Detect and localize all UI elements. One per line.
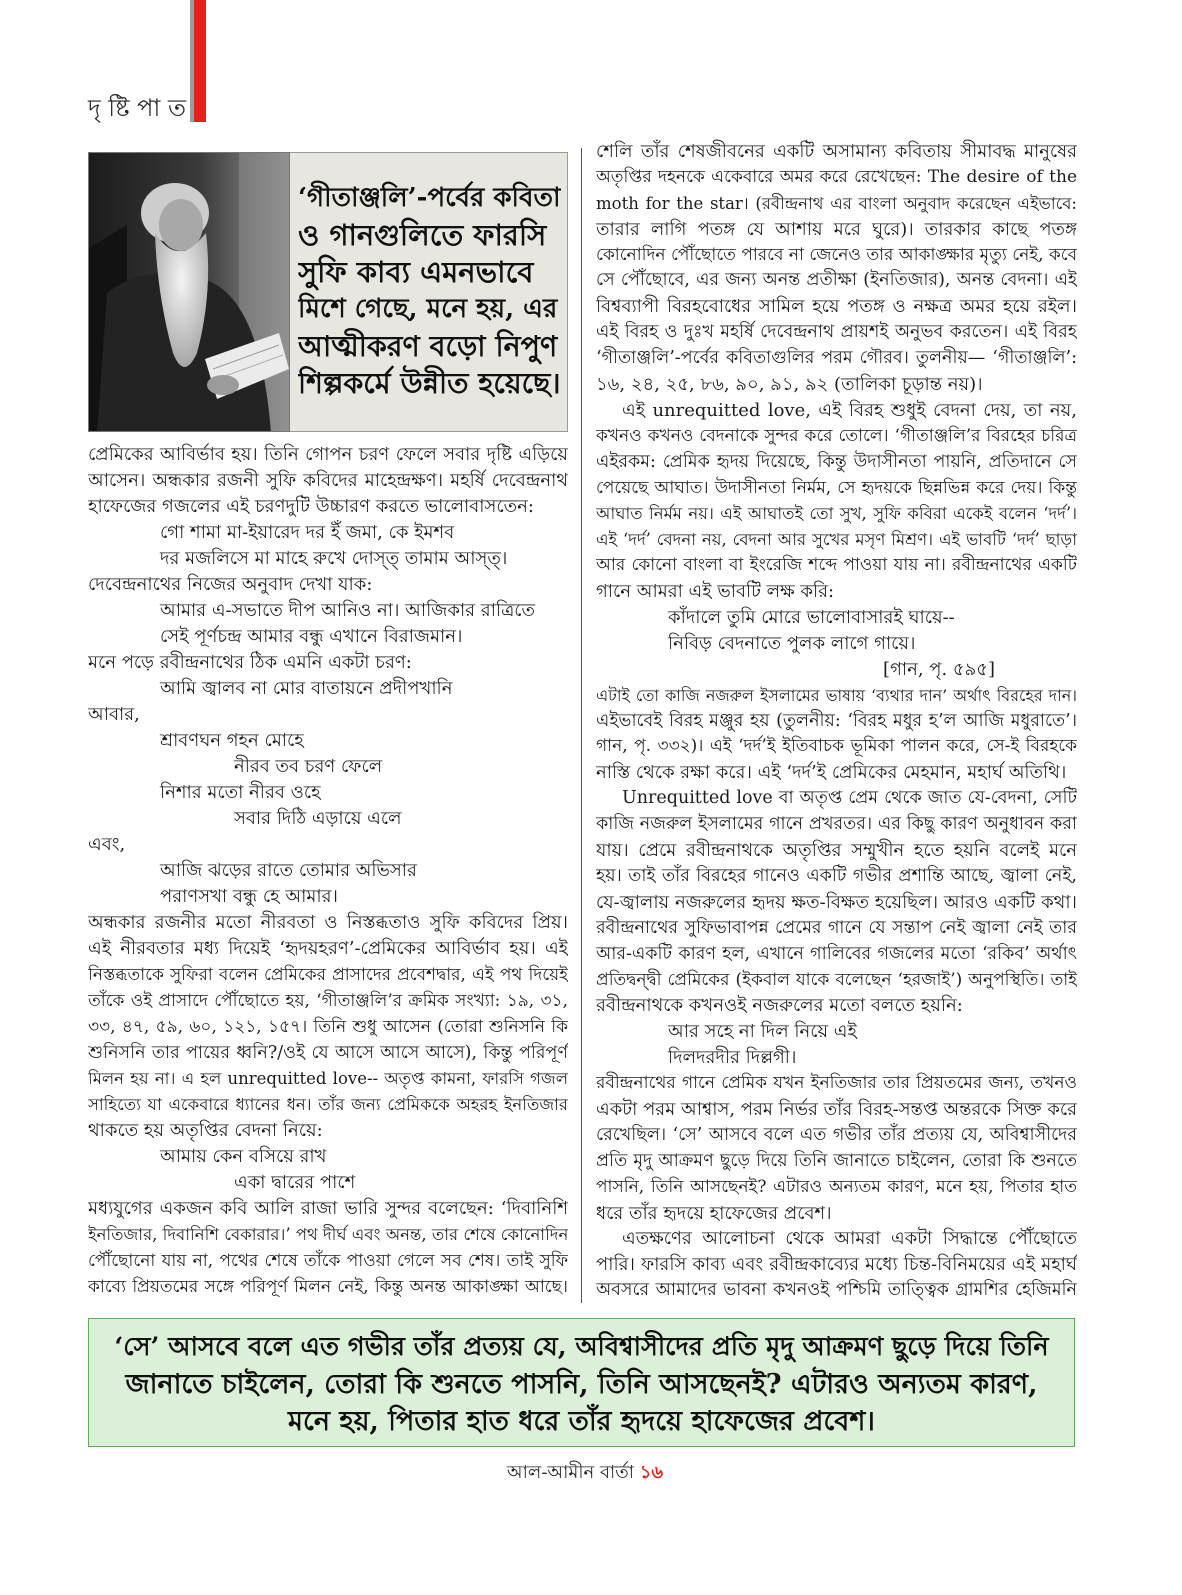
body-line: মিলন হয় না। এ হল unrequitted love-- অতৃপ্ত কামনা, ফারসি গজল [88, 1069, 568, 1088]
publication-name: আল-আমীন বার্তা [506, 1462, 634, 1483]
body-line: একটা পরম আশ্বাস, পরম নির্ভর তাঁর বিরহ-সন্তপ্ত অন্তরকে সিক্ত করে [596, 1098, 1077, 1120]
verse [88, 858, 568, 910]
body-line: ধরে তাঁর হৃদয়ে হাফেজের প্রবেশ। [596, 1202, 832, 1224]
body-line: শুনিসনি তার পায়ের ধ্বনি?/ওই যে আসে আসে আসে), কিন্তু পরিপূর্ণ [88, 1043, 568, 1063]
pull-quote-line: মিশে গেছে, মনে হয়, এর [298, 294, 558, 324]
body-line: রবীন্দ্রনাথকে কখনওই নজরুলের মতো বলতে হয়নি: [596, 995, 963, 1017]
paragraph [88, 442, 568, 520]
highlight-quote-line: জানাতে চাইলেন, তোরা কি শুনতে পাসনি, তিনি আসছেনই? এটারও অন্যতম কারণ, [125, 1369, 1038, 1400]
body-line: গান, পৃ. ৩৩২)। এই ‘দর্দ’ই ইতিবাচক ভূমিকা পালন করে, সে-ই বিরহকে [596, 736, 1077, 757]
body-line: মনে পড়ে রবীন্দ্রনাথের ঠিক এমনি একটা চরণ: [88, 652, 412, 673]
body-line: এতক্ষণের আলোচনা থেকে আমরা একটা সিদ্ধান্তে পৌঁছোতে [622, 1228, 1077, 1250]
body-line: হয়। তাই তাঁর বিরহের গানেও একটি গভীর প্রশান্তি আছে, জ্বালা নেই, [596, 865, 1077, 886]
body-line: ৩৩, ৪৭, ৫৯, ৬০, ১২১, ১৫৭। তিনি শুধু আসেন (তোরা শুনিসনি কি [88, 1017, 568, 1037]
body-line: অতৃপ্তির দহনকে একেবারে অমর করে রেখেছেন: The desire of the [596, 166, 1077, 187]
body-line: রেখেছিল। ‘সে’ আসবে বলে এত গভীর তাঁর প্রত্যয় যে, অবিশ্বাসীদের [596, 1124, 1077, 1145]
pull-quote-line: ‘গীতাঞ্জলি’-পর্বের কবিতা [298, 183, 561, 213]
body-line: যায়। প্রেমে রবীন্দ্রনাথকে অতৃপ্তির সম্মুখীন হতে হয়নি বলেই মনে [596, 840, 1077, 862]
highlight-quote-line: মনে হয়, পিতার হাত ধরে তাঁর হৃদয়ে হাফেজের প্রবেশ। [288, 1406, 875, 1437]
left-column [88, 442, 568, 1300]
pull-quote-line: আত্মীকরণ বড়ো নিপুণ [298, 329, 558, 363]
body-line: প্রতিদ্বন্দ্বী প্রেমিকের (ইকবাল যাকে বলেছেন ‘হরজাই’) অনুপস্থিতি। তাই [596, 969, 1077, 990]
body-line: ১৬, ২৪, ২৫, ৮৬, ৯০, ৯১, ৯২ (তালিকা চূড়ান্ত নয়)। [596, 374, 983, 396]
body-line: আসেন। অন্ধকার রজনী সুফি কবিদের মাহেন্দ্রক্ষণ। মহর্ষি দেবেন্দ্রনাথ [88, 470, 568, 491]
section-accent-bar [194, 0, 206, 122]
page-number: ১৬ [639, 1462, 664, 1483]
verse-line: নিবিড় বেদনাতে পুলক লাগে গায়ে। [668, 632, 916, 654]
body-line: দেবেন্দ্রনাথের নিজের অনুবাদ দেখা যাক: [88, 574, 373, 595]
verse-line: পরাণসখা বন্ধু হে আমার। [160, 886, 338, 907]
body-line: হাফেজের গজলের এই চরণদুটি উচ্চারণ করতে ভালোবাসতেন: [88, 496, 534, 517]
body-line: moth for the star। (রবীন্দ্রনাথ এর বাংলা অনুবাদ করেছেন এইভাবে: [596, 193, 1077, 213]
paragraph [88, 1196, 568, 1300]
body-line: এটাই তো কাজি নজরুল ইসলামের ভাষায় ‘ব্যথার দান’ অর্থাৎ বিরহের দান। [596, 685, 1077, 705]
verse-line: দর মজলিসে মা মাহে রুখে দোস্‌ত্ তামাম আস্ত্। [160, 548, 508, 569]
paragraph [596, 398, 1077, 605]
body-line: আবার, [88, 704, 140, 725]
citation: [গান, পৃ. ৫৯৫] [883, 658, 995, 680]
verse [596, 1019, 1077, 1071]
verse-line: একা দ্বারের পাশে [234, 1172, 356, 1193]
body-line: এই বিরহ ও দুঃখ মহর্ষি দেবেন্দ্রনাথ প্রায়শই অনুভব করতেন। এই বিরহ [596, 322, 1077, 343]
verse [88, 520, 568, 572]
body-line: শেলি তাঁর শেষজীবনের একটি অসামান্য কবিতায় সীমাবদ্ধ মানুষের [596, 141, 1077, 162]
body-line: বিশ্বব্যাপী বিরহবোধের সামিল হয়ে পতঙ্গ ও নক্ষত্র অমর হয়ে রইল। [596, 296, 1077, 318]
body-line: আর-একটি কারণ হল, এখানে গালিবের গজলের মতো ‘রকিব’ অর্থাৎ [596, 943, 1077, 964]
body-line: Unrequitted love বা অতৃপ্ত প্রেম থেকে জাত যে-বেদনা, সেটি [622, 788, 1077, 809]
body-line: কখনও কখনও বেদনাকে সুন্দর করে তোলে। ‘গীতাঞ্জলি’র বিরহের চরিত্র [596, 425, 1077, 446]
body-line: রবীন্দ্রনাথের গানে প্রেমিক যখন ইনতিজার তার প্রিয়তমের জন্য, তখনও [596, 1073, 1077, 1094]
highlight-quote-box [88, 1318, 1075, 1447]
body-line: প্রেমিকের আবির্ভাব হয়। তিনি গোপন চরণ ফেলে সবার দৃষ্টি এড়িয়ে [88, 444, 568, 465]
verse [88, 728, 568, 832]
body-line: অন্ধকার রজনীর মতো নীরবতা ও নিস্তব্ধতাও সুফি কবিদের প্রিয়। [88, 912, 568, 933]
paragraph [596, 1071, 1077, 1226]
body-line: অবসরে আমাদের ভাবনা কখনওই পশ্চিমি তাত্ত্বিক গ্রামশির হেজিমনি [596, 1280, 1077, 1301]
body-line: পেয়েছে আঘাত। উদাসীনতা নির্মম, সে হৃদয়কে ছিন্নভিন্ন করে দেয়। কিন্তু [596, 477, 1077, 498]
body-line: থাকতে হয় অতৃপ্তির বেদনা নিয়ে: [88, 1120, 323, 1141]
verse-line: আমার এ-সভাতে দীপ আনিও না। আজিকার রাত্রিতে [160, 600, 536, 621]
verse-line: দিলদরদীর দিল্লগী। [668, 1047, 797, 1069]
body-line: রবীন্দ্রনাথের সুফিভাবাপন্ন প্রেমের গানে যে সন্তাপ নেই জ্বালা নেই তার [596, 917, 1077, 938]
section-label: দৃ ষ্টি পা ত [88, 94, 187, 122]
highlight-quote-line: ‘সে’ আসবে বলে এত গভীর তাঁর প্রত্যয় যে, অবিশ্বাসীদের প্রতি মৃদু আক্রমণ ছুড়ে দিয়ে তিনি [114, 1332, 1049, 1362]
body-line: কাব্যে প্রিয়তমের সঙ্গে পরিপূর্ণ মিলন নেই, কিন্তু অনন্ত আকাঙ্ক্ষা আছে। [88, 1277, 568, 1297]
body-line: কোনোদিন পৌঁছোতে পারবে না জেনেও তার আকাঙ্ক্ষার মৃত্যু নেই, কবে [596, 244, 1077, 265]
verse-line: সবার দিঠি এড়ায়ে এলে [234, 808, 402, 829]
pull-quote-line: সুফি কাব্য এমনভাবে [298, 255, 534, 289]
body-line: মধ্যযুগের একজন কবি আলি রাজা ভারি সুন্দর বলেছেন: ‘দিবানিশি [88, 1198, 568, 1219]
paragraph [596, 139, 1077, 398]
verse-line: আমায় কেন বসিয়ে রাখ [160, 1146, 327, 1167]
body-line: ‘গীতাঞ্জলি’-পর্বের কবিতাগুলির পরম গৌরব। তুলনীয়— ‘গীতাঞ্জলি’: [596, 348, 1077, 369]
verse-line: শ্রাবণঘন গহন মোহে [160, 730, 304, 751]
paragraph [596, 683, 1077, 787]
paragraph [88, 910, 568, 1144]
column-divider [581, 148, 582, 1303]
right-column [596, 139, 1077, 1304]
body-line: পারি। ফারসি কাব্য এবং রবীন্দ্রকাব্যের মধ্যে চিন্ত-বিনিময়ের এই মহার্ঘ [596, 1254, 1077, 1276]
body-line: তারার লাগি পতঙ্গ যে আশায় মরে ঘুরে)। তারকার কাছে পতঙ্গ [596, 218, 1077, 240]
portrait-photo [88, 152, 290, 432]
body-line: আর কোনো বাংলা বা ইংরেজি শব্দে পাওয়া যায় না। রবীন্দ্রনাথের একটি [596, 555, 1077, 576]
body-line: তাঁকে ওই প্রাসাদে পৌঁছোতে হয়, ‘গীতাঞ্জলি’র ক্রমিক সংখ্যা: ১৯, ৩১, [88, 991, 568, 1011]
verse-line: কাঁদালে তুমি মোরে ভালোবাসারই ঘায়ে-- [668, 607, 955, 629]
body-line: ইনতিজার, দিবানিশি বেকারার।’ পথ দীর্ঘ এবং অনন্ত, তার শেষে কোনোদিন [88, 1225, 568, 1244]
body-line: এই unrequitted love, এই বিরহ শুধুই বেদনা দেয়, তা নয়, [622, 399, 1077, 421]
verse-line: আজি ঝড়ের রাতে তোমার অভিসার [160, 860, 417, 881]
verse-line: নিশার মতো নীরব ওহে [160, 782, 321, 803]
pull-quote-line: শিল্পকর্মে উন্নীত হয়েছে। [298, 366, 561, 400]
verse-line: সেই পূর্ণচন্দ্র আমার বন্ধু এখানে বিরাজমান। [160, 626, 463, 647]
verse-line: আর সহে না দিল নিয়ে এই [668, 1021, 857, 1043]
body-line: নাস্তি থেকে রক্ষা করে। এই ‘দর্দ’ই প্রেমিকের মেহমান, মহার্ঘ অতিথি। [596, 762, 1067, 784]
body-line: আঘাত নির্মম নয়। এই আঘাতই তো সুখ, সুফি কবিরা একেই বলেন ‘দর্দ’। [596, 504, 1077, 524]
body-line: সাহিত্যে যা একেবারে ধ্যানের ধন। তাঁর জন্য প্রেমিককে অহরহ ইনতিজার [88, 1095, 568, 1114]
verse [596, 605, 1077, 683]
body-line: পাসনি, তিনি আসছেনই? এটারও অন্যতম কারণ, মনে হয়, পিতার হাত [596, 1176, 1077, 1197]
body-line: কাজি নজরুল ইসলামের গানে প্রখরতর। এর কিছু কারণ অনুধাবন করা [596, 814, 1077, 835]
body-line: যে-জ্বালায় নজরুলের হৃদয় ক্ষত-বিক্ষত হয়েছিল। আরও একটি কথা। [596, 891, 1077, 913]
pull-quote-line: ও গানগুলিতে ফারসি [298, 218, 547, 252]
body-line: পৌঁছোনো যায় না, পথের শেষে তাঁকে পাওয়া গেলে সব শেষ। তাই সুফি [88, 1251, 568, 1271]
verse-line: নীরব তব চরণ ফেলে [234, 756, 383, 777]
body-line: এইভাবেই বিরহ মঞ্জুর হয় (তুলনীয়: ‘বিরহ মধুর হ’ল আজি মধুরাতে’। [596, 710, 1077, 731]
page-footer [470, 1460, 700, 1486]
paragraph [596, 786, 1077, 1019]
body-line: নিস্তব্ধতাকে সুফিরা বলেন প্রেমিকের প্রাসাদের প্রবেশদ্বার, এই পথ দিয়েই [88, 965, 568, 985]
body-line: প্রতি মৃদু আক্রমণ ছুড়ে দিয়ে তিনি জানাতে চাইলেন, তোরা কি শুনতে [596, 1150, 1077, 1171]
body-line: এবং, [88, 834, 126, 855]
pull-quote [290, 152, 568, 432]
verse-line: আমি জ্বালব না মোর বাতায়নে প্রদীপখানি [160, 678, 453, 699]
body-line: এইরকম: প্রেমিক হৃদয় দিয়েছে, কিন্তু উদাসীনতা পায়নি, প্রতিদানে সে [596, 451, 1077, 472]
verse [88, 1144, 568, 1196]
body-line: এই ‘দর্দ’ বেদনা নয়, বেদনা আর সুখের মসৃণ মিশ্রণ। এই ভাবটি ‘দর্দ’ ছাড়া [596, 530, 1077, 550]
body-line: গানে আমরা এই ভাবটি লক্ষ করি: [596, 581, 835, 603]
body-line: এই নীরবতার মধ্য দিয়েই ‘হৃদয়হরণ’-প্রেমিকের আবির্ভাব হয়। এই [88, 938, 568, 959]
body-line: সে পৌঁছোবে, এর জন্য অনন্ত প্রতীক্ষা (ইনতিজার), অনন্ত বেদনা। এই [596, 270, 1077, 291]
paragraph [596, 1226, 1077, 1304]
verse [88, 598, 568, 650]
verse-line: গো শামা মা-ইয়ারেদ দর ইঁ জমা, কে ইমশব [160, 522, 455, 543]
